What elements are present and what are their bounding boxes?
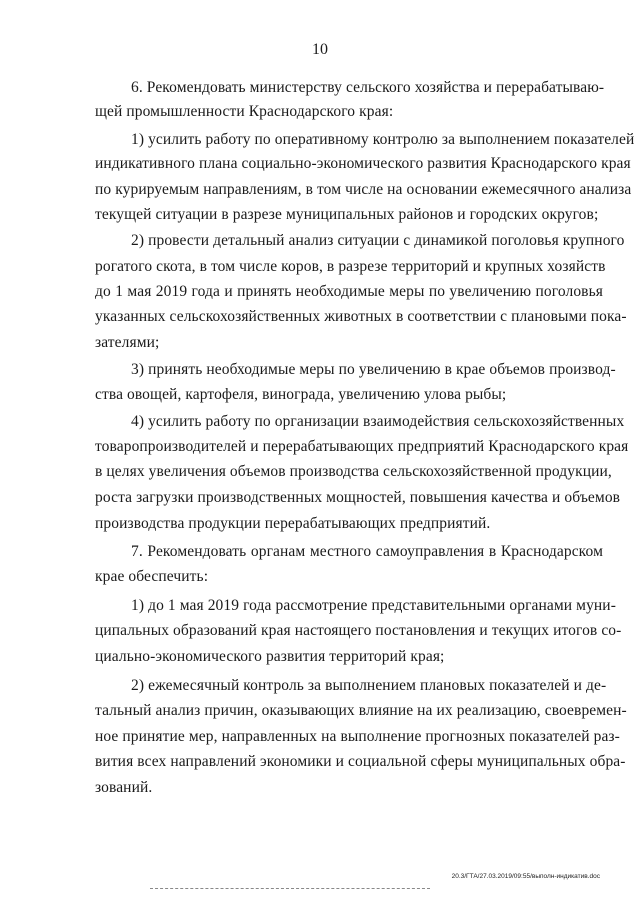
text-line: производства продукции перерабатывающих предприятий. bbox=[95, 515, 491, 532]
text-line: 1) усилить работу по оперативному контролю за выполнением показателей bbox=[131, 131, 635, 148]
text-line: ства овощей, картофеля, винограда, увеличению улова рыбы; bbox=[95, 386, 507, 403]
text-line: вития всех направлений экономики и социальной сферы муниципальных обра- bbox=[95, 753, 626, 770]
footer-divider bbox=[150, 888, 430, 889]
text-line: зований. bbox=[95, 779, 153, 796]
text-line: 4) усилить работу по организации взаимодействия сельскохозяйственных bbox=[131, 413, 625, 430]
text-line: тальный анализ причин, оказывающих влияние на их реализацию, своевремен- bbox=[95, 702, 627, 719]
text-line: товаропроизводителей и перерабатывающих предприятий Краснодарского края bbox=[95, 438, 629, 455]
text-line: 2) ежемесячный контроль за выполнением плановых показателей и де- bbox=[131, 677, 607, 694]
text-line: до 1 мая 2019 года и принять необходимые меры по увеличению поголовья bbox=[95, 283, 603, 300]
footer-file-reference: 20.3/ГТА/27.03.2019/09:55/выполн-индикатив.doc bbox=[451, 873, 600, 880]
text-line: циально-экономического развития территорий края; bbox=[95, 648, 445, 665]
text-line: в целях увеличения объемов производства сельскохозяйственной продукции, bbox=[95, 463, 612, 480]
text-line: 1) до 1 мая 2019 года рассмотрение представительными органами муни- bbox=[131, 597, 616, 614]
text-line: по курируемым направлениям, в том числе на основании ежемесячного анализа bbox=[95, 181, 632, 198]
text-line: индикативного плана социально-экономического развития Краснодарского края bbox=[95, 155, 631, 172]
text-line: 3) принять необходимые меры по увеличению в крае объемов производ- bbox=[131, 361, 616, 378]
text-line: указанных сельскохозяйственных животных в соответствии с плановыми пока- bbox=[95, 308, 627, 325]
text-line: ное принятие мер, направленных на выполнение прогнозных показателей раз- bbox=[95, 728, 620, 745]
text-line: рогатого скота, в том числе коров, в разрезе территорий и крупных хозяйств bbox=[95, 258, 606, 275]
text-line: 7. Рекомендовать органам местного самоуправления в Краснодарском bbox=[131, 543, 603, 560]
text-line: щей промышленности Краснодарского края: bbox=[95, 103, 394, 120]
page-number: 10 bbox=[312, 41, 328, 58]
text-line: роста загрузки производственных мощностей, повышения качества и объемов bbox=[95, 489, 621, 506]
text-line: 6. Рекомендовать министерству сельского хозяйства и перерабатываю- bbox=[131, 79, 605, 96]
text-line: ципальных образований края настоящего постановления и текущих итогов со- bbox=[95, 622, 622, 639]
text-line: крае обеспечить: bbox=[95, 568, 209, 585]
text-line: 2) провести детальный анализ ситуации с динамикой поголовья крупного bbox=[131, 232, 625, 249]
text-line: текущей ситуации в разрезе муниципальных районов и городских округов; bbox=[95, 206, 599, 223]
text-line: зателями; bbox=[95, 334, 160, 351]
